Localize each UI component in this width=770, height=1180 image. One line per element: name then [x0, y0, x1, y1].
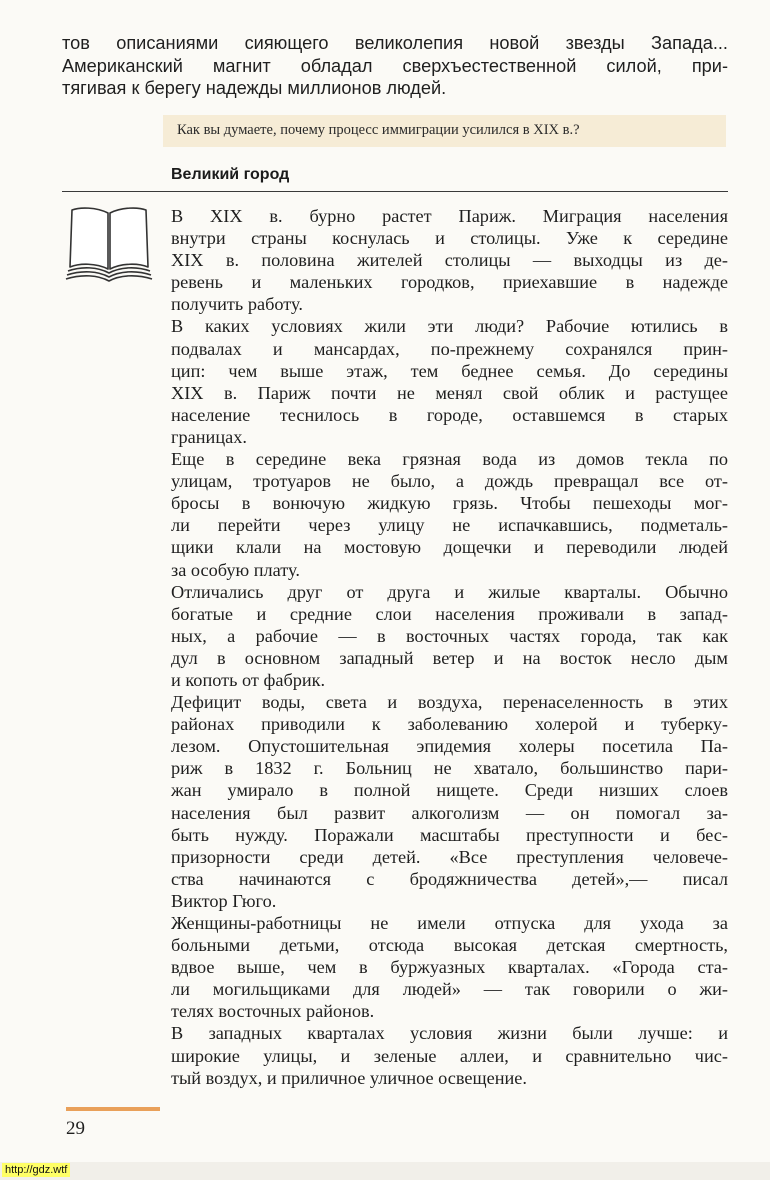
text-line: богатые и средние слои населения проживали в запад- — [171, 603, 728, 624]
text-line: Виктор Гюго. — [171, 890, 277, 911]
text-line: бросы в вонючую жидкую грязь. Чтобы пешеходы мог- — [171, 493, 728, 514]
text-line: население теснилось в городе, оставшемся в старых — [171, 404, 728, 425]
text-line: границах. — [171, 426, 247, 447]
text-line: Отличались друг от друга и жилые кварталы. Обычно — [171, 581, 728, 602]
text-line: цип: чем выше этаж, тем беднее семья. До середины — [171, 360, 728, 381]
text-line: подвалах и мансардах, по-прежнему сохранялся прин- — [171, 338, 728, 359]
text-line: риж в 1832 г. Больниц не хватало, большинство пари- — [171, 758, 728, 779]
text-line: В XIX в. бурно растет Париж. Миграция населения — [171, 206, 728, 226]
intro-line: Американский магнит обладал сверхъестественной силой, при- — [62, 55, 728, 76]
intro-line: тов описаниями сияющего великолепия новой звезды Запада... — [62, 33, 728, 53]
text-line: ных, а рабочие — в восточных частях города, так как — [171, 625, 728, 646]
text-line: щики клали на мостовую дощечки и переводили людей — [171, 537, 728, 558]
text-line: В западных кварталах условия жизни были лучше: и — [171, 1023, 728, 1044]
text-line: внутри страны коснулась и столицы. Уже к середине — [171, 228, 728, 249]
text-line: получить работу. — [171, 294, 303, 315]
text-line: населения был развит алкоголизм — он помогал за- — [171, 802, 728, 823]
text-line: ли могильщиками для людей» — так говорили о жи- — [171, 979, 728, 1000]
text-line: и копоть от фабрик. — [171, 669, 326, 690]
body-text — [171, 205, 728, 1089]
text-line: дул в основном западный ветер и на восток несло дым — [171, 647, 728, 668]
page-number: 29 — [66, 1118, 85, 1139]
text-line: районах приводили к заболеванию холерой и туберку- — [171, 714, 728, 735]
intro-paragraph — [62, 32, 728, 100]
text-line: В каких условиях жили эти люди? Рабочие ютились в — [171, 316, 728, 337]
text-line: улицам, тротуаров не было, а дождь превращал все от- — [171, 471, 728, 492]
intro-line: тягивая к берегу надежды миллионов людей. — [62, 78, 447, 98]
section-title: Великий город — [171, 166, 290, 183]
text-line: XIX в. Париж почти не менял свой облик и растущее — [171, 382, 728, 403]
text-line: Женщины-работницы не имели отпуска для ухода за — [171, 913, 728, 933]
text-line: XIX в. половина жителей столицы — выходцы из де- — [171, 250, 728, 271]
text-line: Еще в середине века грязная вода из домов текла по — [171, 449, 728, 470]
footer-strip — [0, 1162, 770, 1180]
text-line: призорности среди детей. «Все преступления человече- — [171, 846, 728, 867]
section-divider — [62, 191, 728, 192]
watermark-link[interactable]: http://gdz.wtf — [2, 1163, 70, 1177]
page-number-accent — [66, 1107, 160, 1111]
text-line: телях восточных районов. — [171, 1001, 375, 1022]
text-line: вдвое выше, чем в буржуазных кварталах. «Города ста- — [171, 957, 728, 978]
text-line: Дефицит воды, света и воздуха, перенаселенность в этих — [171, 692, 728, 713]
text-line: за особую плату. — [171, 559, 300, 580]
text-line: ревень и маленьких городков, приехавшие в надежде — [171, 272, 728, 293]
open-book-icon — [64, 205, 154, 283]
text-line: больными детьми, отсюда высокая детская смертность, — [171, 935, 728, 956]
text-line: лезом. Опустошительная эпидемия холеры посетила Па- — [171, 736, 728, 757]
text-line: широкие улицы, и зеленые аллеи, и сравнительно чис- — [171, 1045, 728, 1066]
text-line: быть нужду. Поражали масштабы преступности и бес- — [171, 824, 728, 845]
text-line: ли перейти через улицу не испачкавшись, подметаль- — [171, 515, 728, 536]
question-box — [163, 115, 726, 147]
question-text: Как вы думаете, почему процесс иммиграции усилился в XIX в.? — [177, 122, 580, 138]
text-line: тый воздух, и приличное уличное освещение. — [171, 1067, 527, 1088]
text-line: ства начинаются с бродяжничества детей»,— писал — [171, 868, 728, 889]
text-line: жан умирало в полной нищете. Среди низших слоев — [171, 780, 728, 801]
